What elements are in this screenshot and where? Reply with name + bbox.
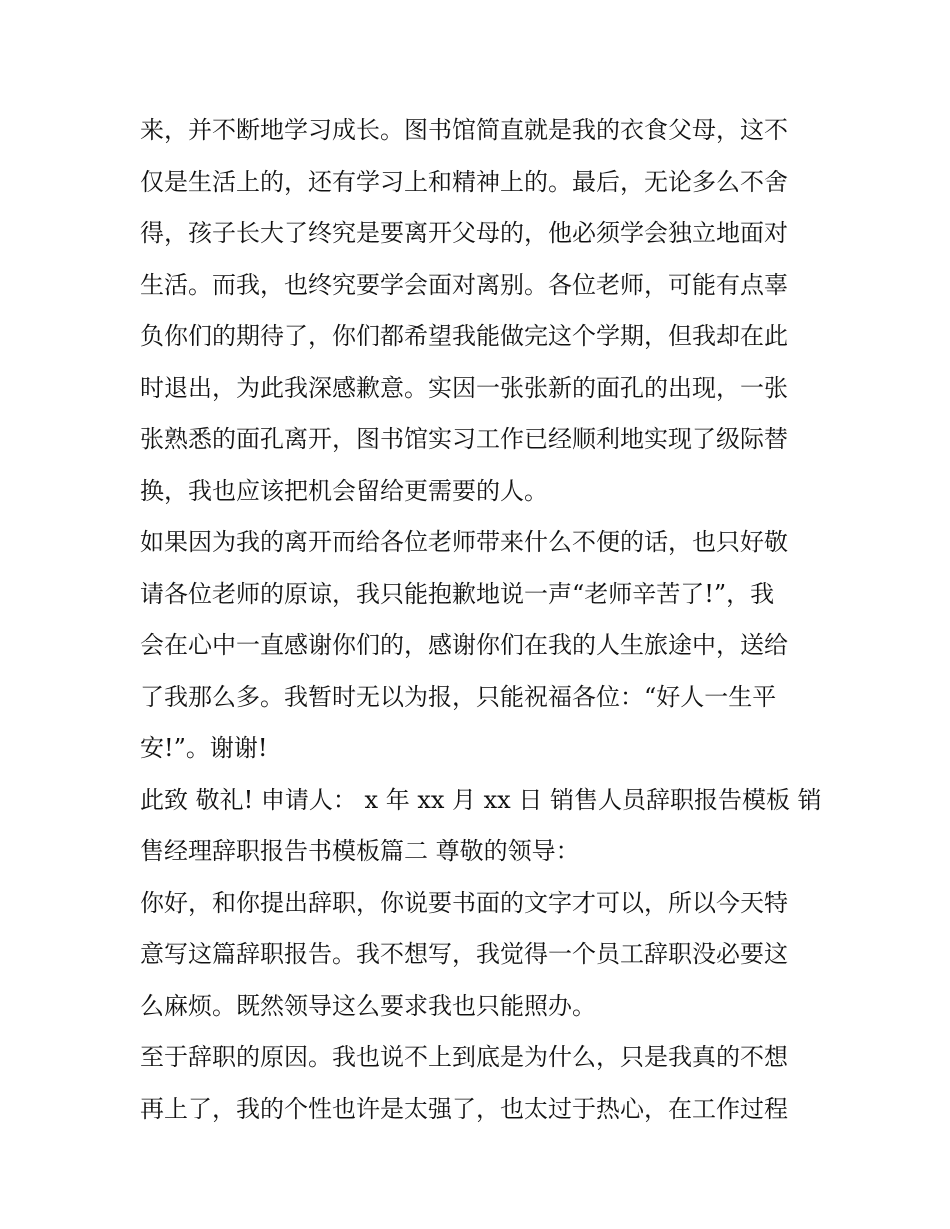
text-line-5: 负你们的期待了，你们都希望我能做完这个学期，但我却在此 (140, 322, 788, 350)
text-line-4: 生活。而我，也终究要学会面对离别。各位老师，可能有点辜 (140, 270, 788, 299)
text-line-15: 售经理辞职报告书模板篇二 尊敬的领导： (140, 837, 580, 865)
text-line-2: 仅是生活上的，还有学习上和精神上的。最后，无论多么不舍 (140, 167, 788, 196)
text-line-16: 你好，和你提出辞职，你说要书面的文字才可以，所以今天特 (140, 888, 788, 917)
text-line-12: 了我那么多。我暂时无以为报，只能祝福各位：“好人一生平 (140, 682, 777, 711)
text-line-9: 如果因为我的离开而给各位老师带来什么不便的话，也只好敬 (140, 528, 788, 556)
text-line-3: 得，孩子长大了终究是要离开父母的，他必须学会独立地面对 (140, 219, 788, 247)
text-line-10: 请各位老师的原谅，我只能抱歉地说一声“老师辛苦了!”，我 (140, 579, 775, 608)
text-line-6: 时退出，为此我深感歉意。实因一张张新的面孔的出现，一张 (140, 373, 788, 402)
text-line-18: 么麻烦。既然领导这么要求我也只能照办。 (140, 991, 596, 1020)
text-line-11: 会在心中一直感谢你们的，感谢你们在我的人生旅途中，送给 (140, 631, 788, 659)
text-line-14: 此致 敬礼! 申请人： x 年 xx 月 xx 日 销售人员辞职报告模板 销 (140, 785, 822, 814)
text-line-13: 安!”。谢谢! (140, 734, 268, 762)
text-line-17: 意写这篇辞职报告。我不想写，我觉得一个员工辞职没必要这 (140, 940, 788, 968)
text-line-7: 张熟悉的面孔离开，图书馆实习工作已经顺利地实现了级际替 (140, 425, 788, 453)
text-line-20: 再上了，我的个性也许是太强了，也太过于热心，在工作过程 (140, 1094, 788, 1123)
text-line-8: 换，我也应该把机会留给更需要的人。 (140, 476, 548, 505)
body-text (140, 105, 820, 1135)
text-line-1: 来，并不断地学习成长。图书馆简直就是我的衣食父母，这不 (140, 116, 788, 144)
text-line-19: 至于辞职的原因。我也说不上到底是为什么，只是我真的不想 (140, 1043, 788, 1071)
